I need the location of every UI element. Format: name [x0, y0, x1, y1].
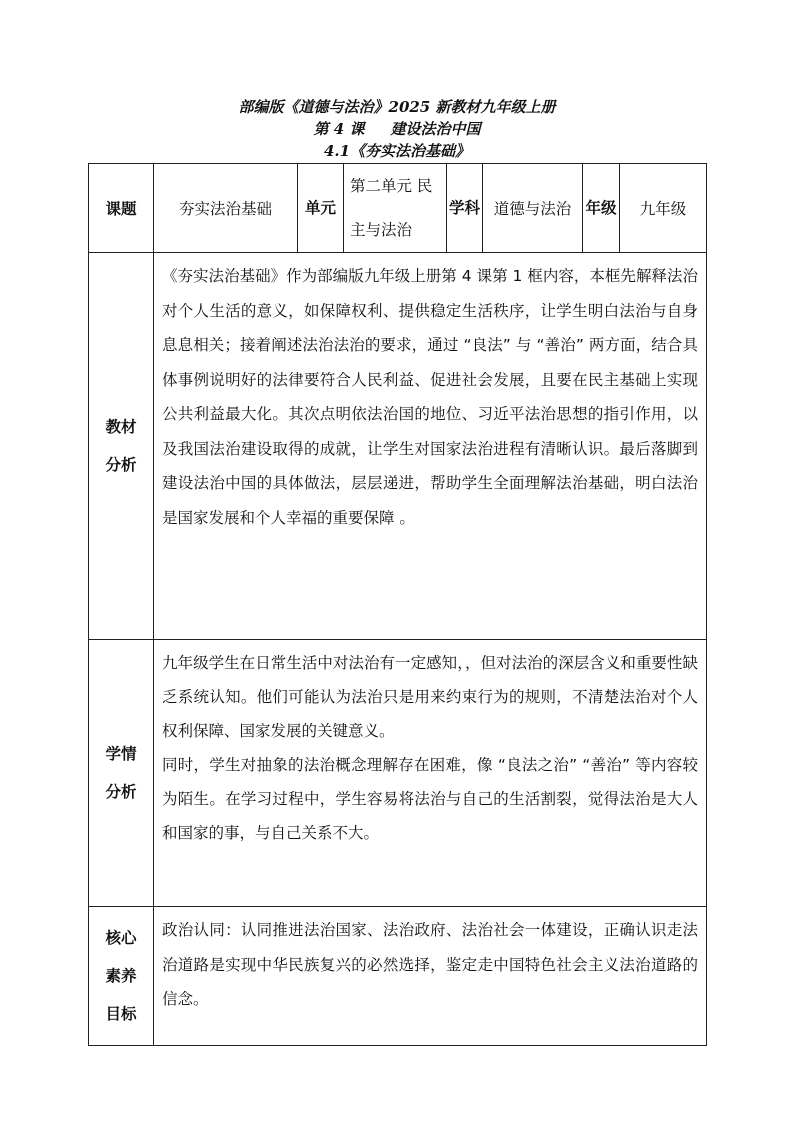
core-competency-label: 核心 素养 目标 [89, 907, 154, 1046]
subject-label: 学科 [447, 164, 483, 253]
core-competency-row [89, 907, 707, 1046]
grade-value: 九年级 [620, 164, 707, 253]
lesson-number: 第 4 课 [313, 120, 365, 138]
textbook-analysis-content [154, 253, 707, 640]
topic-value: 夯实法治基础 [154, 164, 298, 253]
student-analysis-row [89, 640, 707, 907]
topic-label: 课题 [89, 164, 154, 253]
textbook-analysis-text: 《夯实法治基础》作为部编版九年级上册第 4 课第 1 框内容，本框先解释法治对个人生活的意义，如保障权利、提供稳定生活秩序，让学生明白法治与自身息息相关；接着阐述法治法治的要求，通过 “良法” 与 “善治” 两方面，结合具体事例说明好的法律要符合人民利益、促进社会发展，且要在民主基础上实现公共利益最大化。其次点明依法治国的地位、习近平法治思想的指引作用，以及我国法治建设取得的成就，让学生对国家法治进程有清晰认识。最后落脚到建设法治中国的具体做法，层层递进，帮助学生全面理解法治基础，明白法治是国家发展和个人幸福的重要保障 。 [162, 267, 698, 527]
grade-label: 年级 [583, 164, 620, 253]
textbook-analysis-row [89, 253, 707, 640]
lesson-heading [0, 118, 794, 140]
document-title: 部编版《道德与法治》2025 新教材九年级上册 [238, 98, 556, 116]
core-competency-content [154, 907, 707, 1046]
info-row [89, 164, 707, 253]
lesson-title: 建设法治中国 [390, 120, 481, 138]
student-analysis-para-2: 同时，学生对抽象的法治概念理解存在困难，像 “良法之治” “善治” 等内容较为陌生。在学习过程中，学生容易将法治与自己的生活割裂，觉得法治是大人和国家的事，与自己关系不大。 [162, 756, 698, 842]
section-heading: 4.1《夯实法治基础》 [323, 142, 471, 160]
student-analysis-para-1: 九年级学生在日常生活中对法治有一定感知，，但对法治的深层含义和重要性缺乏系统认知。他们可能认为法治只是用来约束行为的规则，不清楚法治对个人权利保障、国家发展的关键意义。 [162, 654, 698, 740]
textbook-analysis-label: 教材 分析 [89, 253, 154, 640]
unit-label: 单元 [298, 164, 344, 253]
document-header [0, 96, 794, 162]
lesson-plan-table [88, 163, 707, 1046]
subject-value: 道德与法治 [483, 164, 583, 253]
core-competency-text: 政治认同：认同推进法治国家、法治政府、法治社会一体建设，正确认识走法治道路是实现中华民族复兴的必然选择，鉴定走中国特色社会主义法治道路的信念。 [162, 921, 698, 1008]
student-analysis-content [154, 640, 707, 907]
unit-value: 第二单元 民主与法治 [344, 164, 447, 253]
student-analysis-label: 学情 分析 [89, 640, 154, 907]
